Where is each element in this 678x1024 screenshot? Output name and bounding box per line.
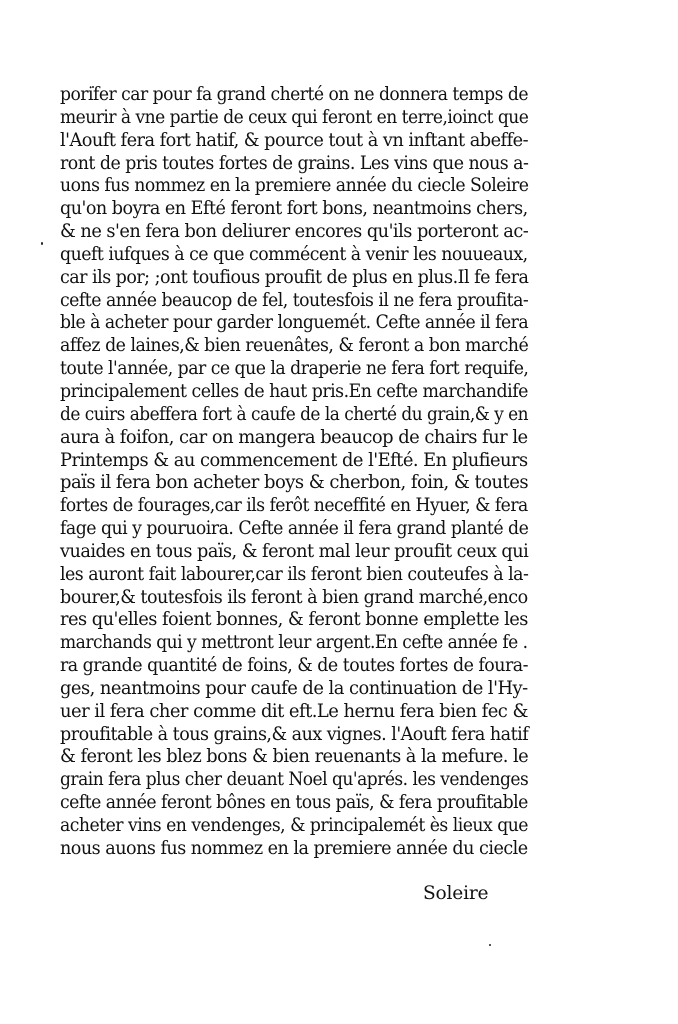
text-line: Printemps & au commencement de l'Efté. En plufieurs <box>60 449 528 471</box>
text-line: & feront les blez bons & bien reuenants à la mefure. le <box>60 746 529 768</box>
text-line: grain fera plus cher deuant Noel qu'aprés. les vendenges <box>60 769 529 791</box>
text-line: ges, neantmoins pour caufe de la continuation de l'Hy- <box>60 677 528 699</box>
ink-speck <box>41 242 43 245</box>
text-line: de cuirs abeffera fort à caufe de la cherté du grain,& y en <box>60 403 529 425</box>
text-line: ble à acheter pour garder longuemét. Cefte année il fera <box>60 312 529 334</box>
text-line: queft iufques à ce que commécent à venir les nouueaux, <box>60 243 528 265</box>
text-line: fortes de fourages,car ils ferôt neceffité en Hyuer, & fera <box>60 495 528 517</box>
catchword: Soleire <box>423 883 489 904</box>
text-line: acheter vins en vendenges, & principalemét ès lieux que <box>60 815 528 836</box>
text-line: toute l'année, par ce que la draperie ne fera fort requife, <box>60 358 529 380</box>
text-line: cefte année beaucop de fel, toutesfois il ne fera proufita- <box>60 289 529 311</box>
text-line: cefte année feront bônes en tous païs, & fera proufitable <box>60 792 528 814</box>
text-line: uons fus nommez en la premiere année du ciecle Soleire <box>60 175 529 197</box>
text-line: & ne s'en fera bon deliurer encores qu'ils porteront ac- <box>60 221 529 243</box>
text-line: aura à foifon, car on mangera beaucop de chairs fur le <box>60 426 528 448</box>
text-line: uer il fera cher comme dit eft.Le hernu fera bien fec & <box>60 700 528 722</box>
text-line: principalement celles de haut pris.En cefte marchandife <box>60 380 528 402</box>
text-line: fage qui y pouruoira. Cefte année il fera grand planté de <box>60 518 529 540</box>
text-line: proufitable à tous grains,& aux vignes. l'Aouft fera hatif <box>60 723 529 745</box>
text-line: nous auons fus nommez en la premiere année du ciecle <box>60 837 528 859</box>
text-line: marchands qui y mettront leur argent.En cefte année fe . <box>60 632 528 654</box>
text-line: bourer,& toutesfois ils feront à bien grand marché,enco <box>60 586 528 608</box>
body-text <box>60 84 530 861</box>
text-line: qu'on boyra en Efté feront fort bons, neantmoins chers, <box>60 198 528 220</box>
text-line: porifer car pour fa grand cherté on ne donnera temps de <box>60 84 529 105</box>
text-line: païs il fera bon acheter boys & cherbon, foin, & toutes <box>60 472 529 494</box>
text-line: ra grande quantité de foins, & de toutes fortes de foura- <box>60 655 528 677</box>
text-line: affez de laines,& bien reuenâtes, & feront a bon marché <box>60 335 529 357</box>
text-line: l'Aouft fera fort hatif, & pource tout à vn inftant abeffe- <box>60 129 529 151</box>
text-line: res qu'elles foient bonnes, & feront bonne emplette les <box>60 609 528 631</box>
ink-speck <box>489 944 491 946</box>
text-line: les auront fait labourer,car ils feront bien couteufes à la- <box>60 563 529 585</box>
text-line: meurir à vne partie de ceux qui feront en terre,ioinct que <box>60 106 529 128</box>
text-line: car ils por; ;ont toufious proufit de plus en plus.Il fe fera <box>60 266 529 288</box>
text-line: ront de pris toutes fortes de grains. Les vins que nous a- <box>60 152 529 174</box>
text-line: vuaides en tous païs, & feront mal leur proufit ceux qui <box>60 540 529 562</box>
